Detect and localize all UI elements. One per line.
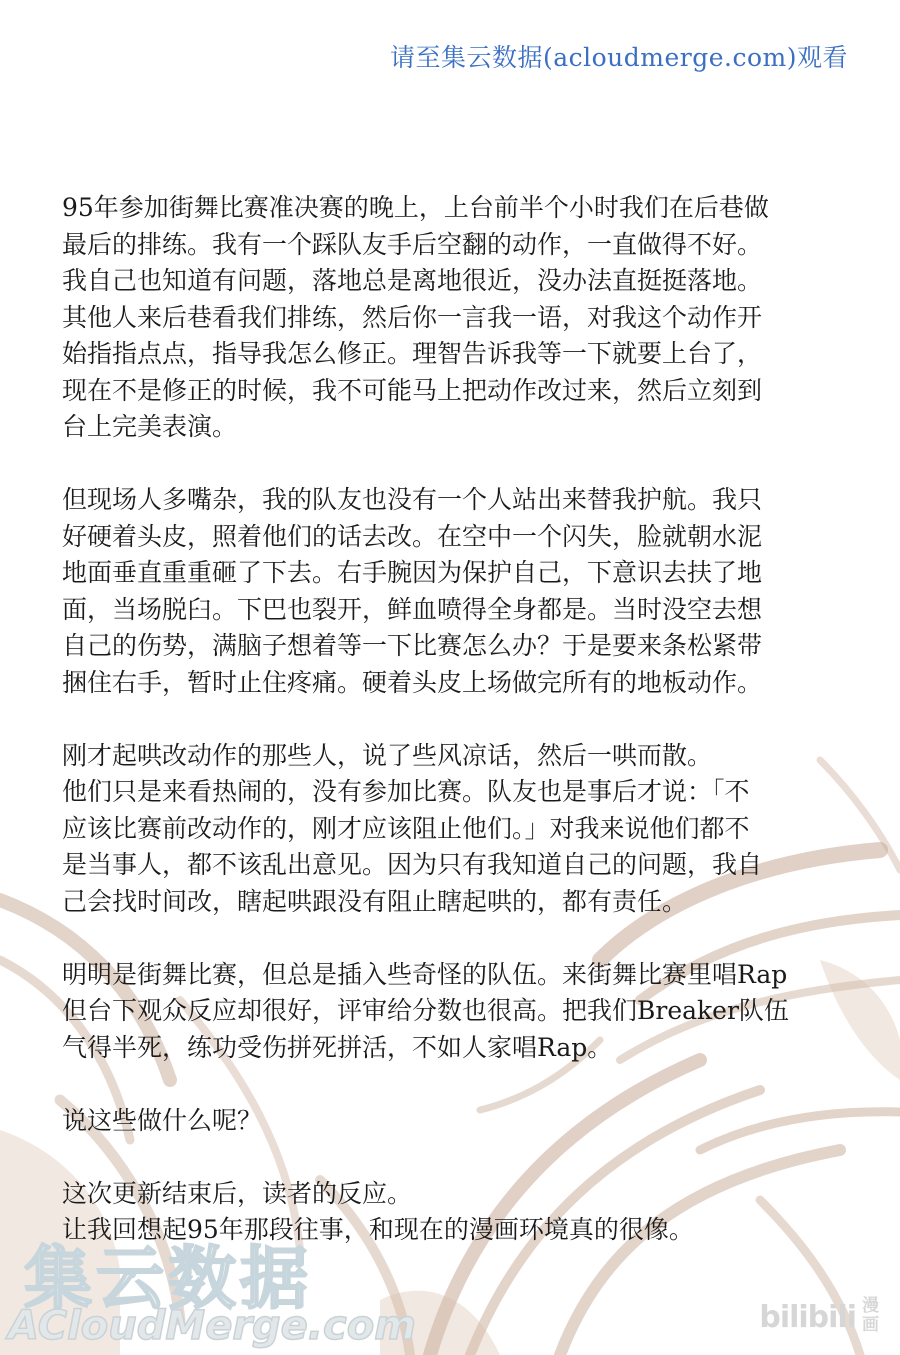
- text-line: 让我回想起95年那段往事，和现在的漫画环境真的很像。: [62, 1215, 694, 1244]
- manhua-label: 漫画: [862, 1296, 879, 1335]
- text-line: 其他人来后巷看我们排练，然后你一言我一语，对我这个动作开: [62, 302, 763, 332]
- text-line: 始指指点点，指导我怎么修正。理智告诉我等一下就要上台了，: [62, 339, 763, 368]
- text-line: 现在不是修正的时候，我不可能马上把动作改过来，然后立刻到: [62, 375, 763, 405]
- paragraph-2: [62, 482, 852, 701]
- paragraph-3: [62, 738, 852, 921]
- paragraph-4: [62, 957, 852, 1067]
- text-line: 是当事人，都不该乱出意见。因为只有我知道自己的问题，我自: [62, 850, 763, 879]
- paragraph-1: [62, 190, 852, 446]
- bilibili-manhua-logo: [759, 1297, 880, 1335]
- text-line: 面，当场脱臼。下巴也裂开，鲜血喷得全身都是。当时没空去想: [62, 594, 763, 624]
- text-line: 但台下观众反应却很好，评审给分数也很高。把我们Breaker队伍: [62, 996, 789, 1025]
- watermark-url: 请至集云数据(acloudmerge.com)观看: [389, 43, 848, 72]
- text-line: 他们只是来看热闹的，没有参加比赛。队友也是事后才说：「不: [62, 777, 750, 806]
- text-line: 地面垂直重重砸了下去。右手腕因为保护自己，下意识去扶了地: [62, 558, 763, 587]
- text-line: 最后的排练。我有一个踩队友手后空翻的动作，一直做得不好。: [62, 229, 763, 259]
- text-line: 台上完美表演。: [62, 412, 238, 441]
- article-body: [62, 190, 852, 1249]
- text-line: 但现场人多嘴杂，我的队友也没有一个人站出来替我护航。我只: [62, 485, 763, 514]
- text-line: 明明是街舞比赛，但总是插入些奇怪的队伍。来街舞比赛里唱Rap: [62, 959, 788, 989]
- logo-chinese-text: 集云数据: [24, 1240, 313, 1319]
- text-line: 好硬着头皮，照着他们的话去改。在空中一个闪失，脸就朝水泥: [62, 521, 763, 551]
- text-line: 这次更新结束后，读者的反应。: [62, 1178, 413, 1208]
- paragraph-5: [62, 1103, 852, 1140]
- text-line: 己会找时间改，瞎起哄跟没有阻止瞎起哄的，都有责任。: [62, 886, 688, 916]
- logo-english-text: ACloudMerge.com: [8, 1303, 416, 1349]
- text-line: 捆住右手，暂时止住疼痛。硬着头皮上场做完所有的地板动作。: [62, 667, 763, 697]
- text-line: 应该比赛前改动作的，刚才应该阻止他们。」对我来说他们都不: [62, 813, 750, 843]
- text-line: 说这些做什么呢？: [62, 1105, 263, 1135]
- bilibili-wordmark: bilibili: [759, 1300, 856, 1335]
- text-line: 95年参加街舞比赛准决赛的晚上，上台前半个小时我们在后巷做: [62, 193, 769, 222]
- text-line: 刚才起哄改动作的那些人，说了些风凉话，然后一哄而散。: [62, 740, 713, 770]
- text-line: 气得半死，练功受伤拼死拼活，不如人家唱Rap。: [62, 1032, 613, 1062]
- text-line: 自己的伤势，满脑子想着等一下比赛怎么办？于是要来条松紧带: [62, 631, 763, 660]
- text-line: 我自己也知道有问题，落地总是离地很近，没办法直挺挺落地。: [62, 266, 763, 295]
